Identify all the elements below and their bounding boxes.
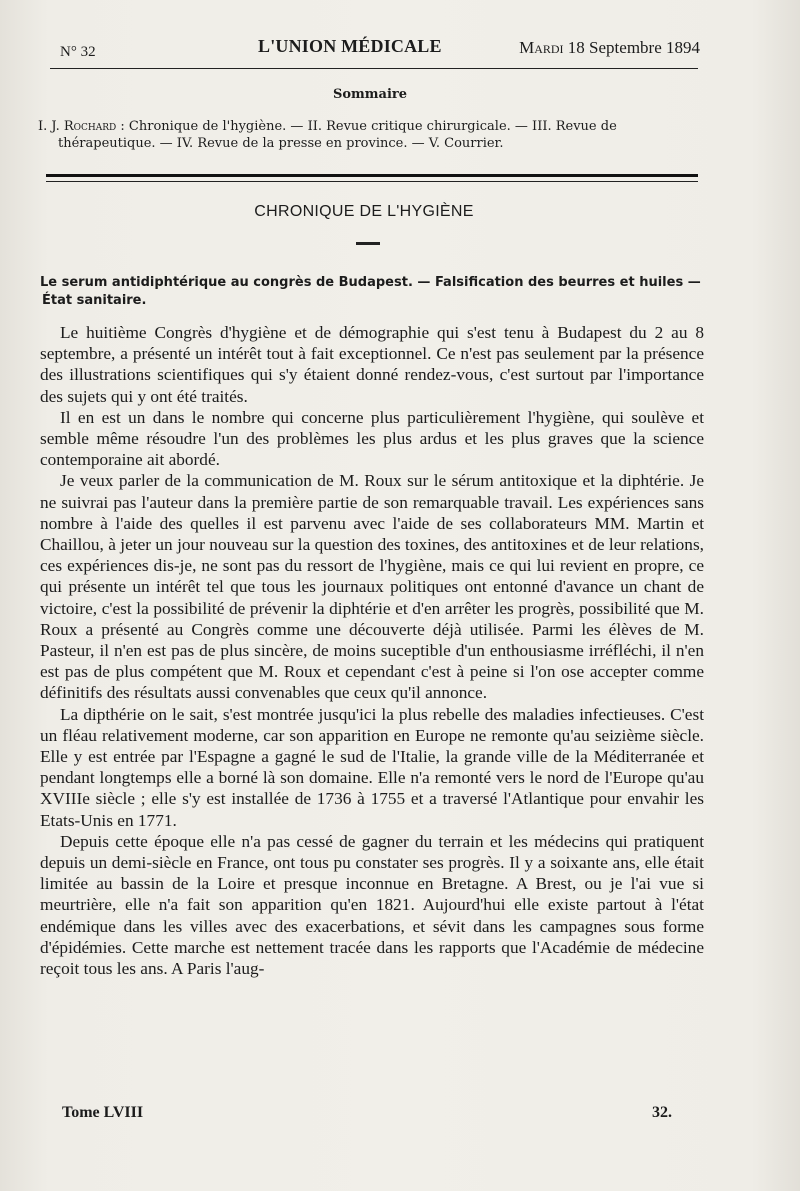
section-rule-bottom (46, 181, 698, 182)
sommaire-prefix: I. J. (38, 119, 60, 134)
sommaire-text: : Chronique de l'hygiène. — II. Revue critique chirurgicale. — III. Revue de thérapeutique. — IV. Revue de la presse en province. — V. Courrier. (58, 119, 617, 151)
section-rule-top (46, 174, 698, 177)
header-rule (50, 68, 698, 69)
paragraph-3: Je veux parler de la communication de M. Roux sur le sérum antitoxique et la diphtérie. Je ne suivrai pas l'auteur dans la première partie de son remarquable travail. Les expériences sans nombre à l'aide des quelles il est parvenu avec l'aide de ses collaborateurs MM. Martin et Chaillou, à jeter un jour nouveau sur la question des toxines, des antitoxines et de leur relations, ces expériences dis-je, ne sont pas du ressort de l'hygiène, mais ce qui lui revient en propre, ce qui présente un intérêt tel que tous les journaux politiques ont entonné d'avance un chant de victoire, c'est la possibilité de prévenir la diphtérie et d'en arrêter les progrès, possibilité que M. Roux a présenté au Congrès comme une découverte déjà utilisée. Parmi les élèves de M. Pasteur, il n'en est pas de plus sincère, de moins suceptible d'un enthousiasme irréfléchi, il n'en est pas de plus compétent que M. Roux et cependant c'est à peine si l'on ose accepter comme définitifs des résultats aussi convenables que ceux qu'il annonce. (40, 471, 704, 703)
section-title: CHRONIQUE DE L'HYGIÈNE (254, 203, 474, 220)
sommaire-heading: Sommaire (332, 87, 408, 102)
paragraph-2: Il en est un dans le nombre qui concerne plus particulièrement l'hygiène, qui soulève et semble même résoudre l'un des problèmes les plus ardus et les plus graves que la science contemporaine ait abordé. (40, 407, 704, 470)
issue-date-text: 18 Septembre 1894 (567, 38, 700, 57)
paragraph-1: Le huitième Congrès d'hygiène et de démographie qui s'est tenu à Budapest du 2 au 8 septembre, a présenté un intérêt tout à fait exceptionnel. Ce n'est pas seulement par la présence des illustrations scientifiques qui s'y étaient donné rendez-vous, c'est surtout par l'importance des sujets qui y ont été traités. (40, 323, 704, 406)
page-number: 32. (652, 1104, 672, 1121)
issue-number: N° 32 (60, 44, 96, 60)
issue-date (519, 38, 700, 58)
paragraph-4: La dipthérie on le sait, s'est montrée jusqu'ici la plus rebelle des maladies infectieuses. C'est un fléau relativement moderne, car son apparition en Europe ne remonte qu'au seizième siècle. Elle y est entrée par l'Espagne a gagné le sud de l'Italie, la grande ville de la Méditerranée et pendant longtemps elle a borné là son domaine. Elle n'a remonté vers le nord de l'Europe qu'au XVIIIe siècle ; elle s'y est installée de 1736 à 1755 et a traversé l'Atlantique pour envahir les Etats-Unis en 1771. (40, 704, 704, 830)
issue-day: Mardi (519, 38, 564, 57)
article-topic: Le serum antidiphtérique au congrès de Budapest. — Falsification des beurres et huiles — État sanitaire. (40, 275, 701, 308)
sommaire-contents (38, 118, 698, 152)
paragraph-5: Depuis cette époque elle n'a pas cessé de gagner du terrain et les médecins qui pratiquent depuis un demi-siècle en France, ont tous pu constater ses progrès. Il y a soixante ans, elle était limitée au bassin de la Loire et presque inconnue en Bretagne. A Brest, ou je l'ai vue si meurtrière, elle n'a fait son apparition qu'en 1821. Aujourd'hui elle existe partout à l'état endémique dans les villes avec des exacerbations, et sévit dans les campagnes sous forme d'épidémies. Cette marche est nettement tracée dans les rapports que l'Académie de médecine reçoit tous les ans. A Paris l'aug- (40, 831, 704, 979)
article-body (40, 322, 704, 979)
journal-title: L'UNION MÉDICALE (258, 36, 442, 56)
page-header (58, 32, 700, 62)
page-footer (62, 1104, 672, 1128)
section-dash (356, 242, 380, 245)
tome-label: Tome LVIII (62, 1104, 144, 1121)
sommaire-author: Rochard (63, 119, 117, 134)
